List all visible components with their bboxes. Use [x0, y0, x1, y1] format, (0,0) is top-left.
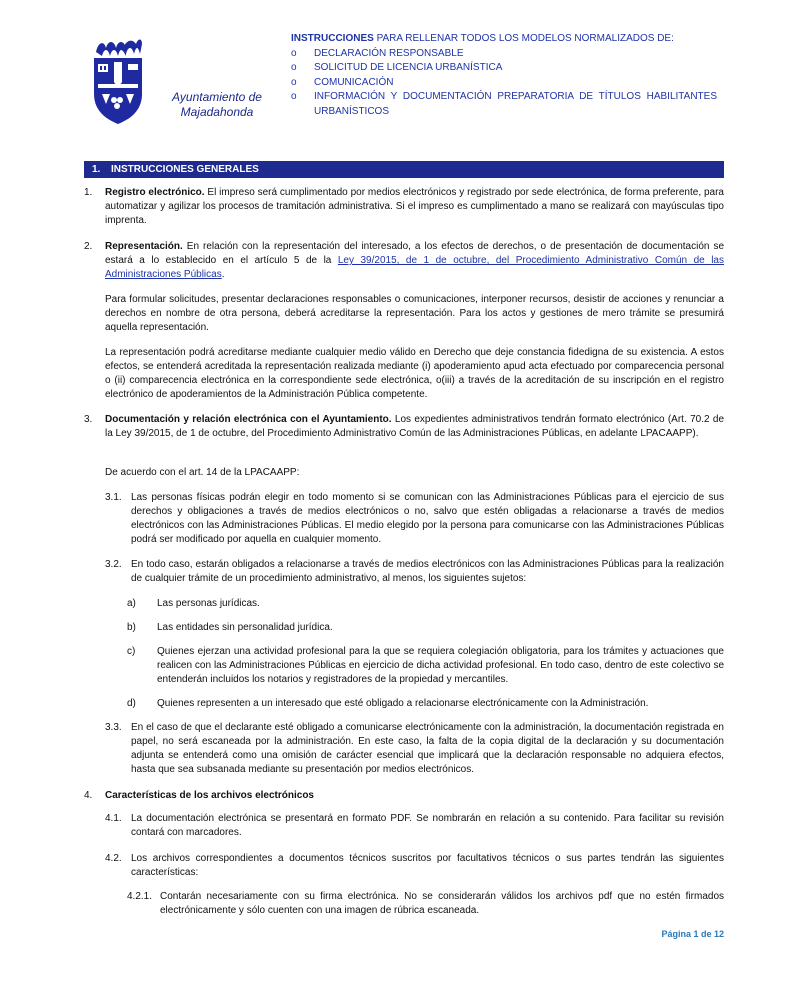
section-title: INSTRUCCIONES GENERALES: [111, 164, 259, 175]
document-header: [291, 32, 717, 119]
header-item-text: COMUNICACIÓN: [314, 76, 394, 88]
item-number: 2.: [84, 241, 93, 252]
item-caracteristicas: [105, 789, 724, 803]
header-title-rest: PARA RELLENAR TODOS LOS MODELOS NORMALIZADOS DE:: [373, 33, 674, 44]
section-heading-bar: [84, 161, 724, 178]
header-item-text: DECLARACIÓN RESPONSABLE: [314, 47, 464, 59]
subitem-number: 3.2.: [105, 559, 122, 570]
list-letter: a): [127, 598, 136, 609]
header-item: [291, 76, 717, 91]
list-item-text: Quienes ejerzan una actividad profesional para la que se requiera colegiación obligatoria, para los trámites y actuaciones que realicen con las Administraciones Públicas en ejercicio de dicha actividad profesional. En todo caso, dentro de este colectivo se entenderán incluidos los notarios y registradores de la propiedad y mercantiles.: [157, 646, 724, 685]
item-number: 4.: [84, 790, 93, 801]
organization-name: [158, 90, 276, 120]
subitem-number: 4.2.: [105, 853, 122, 864]
subitem-number: 3.1.: [105, 492, 122, 503]
item-text-end: .: [221, 269, 225, 280]
paragraph: La representación podrá acreditarse mediante cualquier medio válido en Derecho que deje constancia fidedigna de su existencia. A estos efectos, se entenderá acreditada la representación realizada mediante (i) apoderamiento apud acta efectuado por comparecencia personal o (ii) comparecencia electrónica en la correspondiente sede electrónica, o(iii) a través de la acreditación de su inscripción en el registro electrónico de apoderamientos de la Administración Pública competente.: [105, 347, 724, 400]
header-item-text: INFORMACIÓN Y DOCUMENTACIÓN PREPARATORIA DE TÍTULOS HABILITANTES URBANÍSTICOS: [314, 91, 717, 117]
paragraph: Para formular solicitudes, presentar declaraciones responsables o comunicaciones, interponer recursos, desistir de acciones y renunciar a derechos en nombre de otra persona, deberá acreditarse la representación. Para los actos y gestiones de mero trámite se presumirá aquella representación.: [105, 294, 724, 333]
header-item: [291, 47, 717, 62]
paragraph: De acuerdo con el art. 14 de la LPACAAPP:: [105, 467, 300, 478]
item-text: El impreso será cumplimentado por medios electrónicos y registrado por sede electrónica, de forma preferente, para automatizar y agilizar los procesos de tramitación administrativa. Si el impreso es cumplimentado a mano se realizará con mayúsculas tipo imprenta.: [105, 187, 724, 226]
list-item-text: Las entidades sin personalidad jurídica.: [157, 622, 333, 633]
bullet-icon: o: [291, 47, 297, 59]
header-item: [291, 90, 717, 119]
header-title-bold: INSTRUCCIONES: [291, 33, 374, 44]
subitem-number: 3.3.: [105, 722, 122, 733]
law-link[interactable]: Ley 39/2015, de 1 de octubre, del Procedimiento Administrativo Común de las Administraciones Públicas: [105, 255, 724, 280]
subitem-text: Contarán necesariamente con su firma electrónica. No se considerarán válidos los archivos pdf que no estén firmados electrónicamente y sólo cuenten con una imagen de rúbrica escaneada.: [160, 891, 724, 916]
item-number: 3.: [84, 414, 93, 425]
item-registro-electronico: [105, 186, 724, 228]
subitem-number: 4.2.1.: [127, 891, 153, 902]
subitem-text: La documentación electrónica se presentará en formato PDF. Se nombrarán en relación a su contenido. Para facilitar su revisión contará con marcadores.: [131, 813, 724, 838]
header-item: [291, 61, 717, 76]
list-letter: c): [127, 646, 136, 657]
bullet-icon: o: [291, 91, 297, 102]
item-heading: Representación.: [105, 241, 183, 252]
organization-name-line2: Majadahonda: [180, 105, 254, 119]
item-number: 1.: [84, 187, 93, 198]
organization-name-line1: Ayuntamiento de: [172, 90, 262, 104]
list-letter: b): [127, 622, 136, 633]
page-number: Página 1 de 12: [661, 929, 724, 939]
item-heading: Características de los archivos electrónicos: [105, 790, 314, 801]
majadahonda-coat-of-arms-logo: [92, 34, 144, 126]
subitem-text: En el caso de que el declarante esté obligado a comunicarse electrónicamente con la administración, la documentación registrada en papel, no será escaneada por la administración. En este caso, la falta de la copia digital de la declaración y su documentación adjunta se entenderá como una omisión de carácter esencial que implicará que la declaración responsable no adquiera efectos, hasta que sea subsanada mediante su presentación por medios electrónicos.: [131, 722, 724, 775]
subitem-text: En todo caso, estarán obligados a relacionarse a través de medios electrónicos con las Administraciones Públicas para la realización de cualquier trámite de un procedimiento administrativo, al menos, los siguientes sujetos:: [131, 559, 724, 584]
list-item-text: Quienes representen a un interesado que esté obligado a relacionarse electrónicamente con la Administración.: [157, 698, 649, 709]
item-documentacion: [105, 413, 724, 441]
subitem-text: Los archivos correspondientes a documentos técnicos suscritos por facultativos técnicos o sus partes tendrán las siguientes características:: [131, 853, 724, 878]
item-representacion: [105, 240, 724, 282]
item-heading: Documentación y relación electrónica con el Ayuntamiento.: [105, 414, 392, 425]
bullet-icon: o: [291, 76, 297, 88]
item-text: Los expedientes administrativos tendrán formato electrónico (Art. 70.2 de la Ley 39/2015, de 1 de octubre, del Procedimiento Administrativo Común de las Administraciones Públicas, en adelante LPACAAPP).: [105, 414, 725, 439]
subitem-text: Las personas físicas podrán elegir en todo momento si se comunican con las Administraciones Públicas para el ejercicio de sus derechos y obligaciones a través de medios electrónicos o no, salvo que estén obligadas a relacionarse a través de medios electrónicos con las Administraciones Públicas. El medio elegido por la persona para comunicarse con las Administraciones Públicas podrá ser modificado por aquella en cualquier momento.: [131, 492, 724, 545]
item-text: En relación con la representación del interesado, a los efectos de derechos, o de presentación de documentación se estará a lo establecido en el artículo 5 de la: [105, 241, 724, 266]
section-number: 1.: [92, 164, 101, 175]
header-title: [291, 32, 717, 47]
list-letter: d): [127, 698, 136, 709]
bullet-icon: o: [291, 62, 297, 73]
item-heading: Registro electrónico.: [105, 187, 205, 198]
header-item-text: SOLICITUD DE LICENCIA URBANÍSTICA: [314, 62, 503, 73]
subitem-number: 4.1.: [105, 813, 122, 824]
list-item-text: Las personas jurídicas.: [157, 598, 260, 609]
